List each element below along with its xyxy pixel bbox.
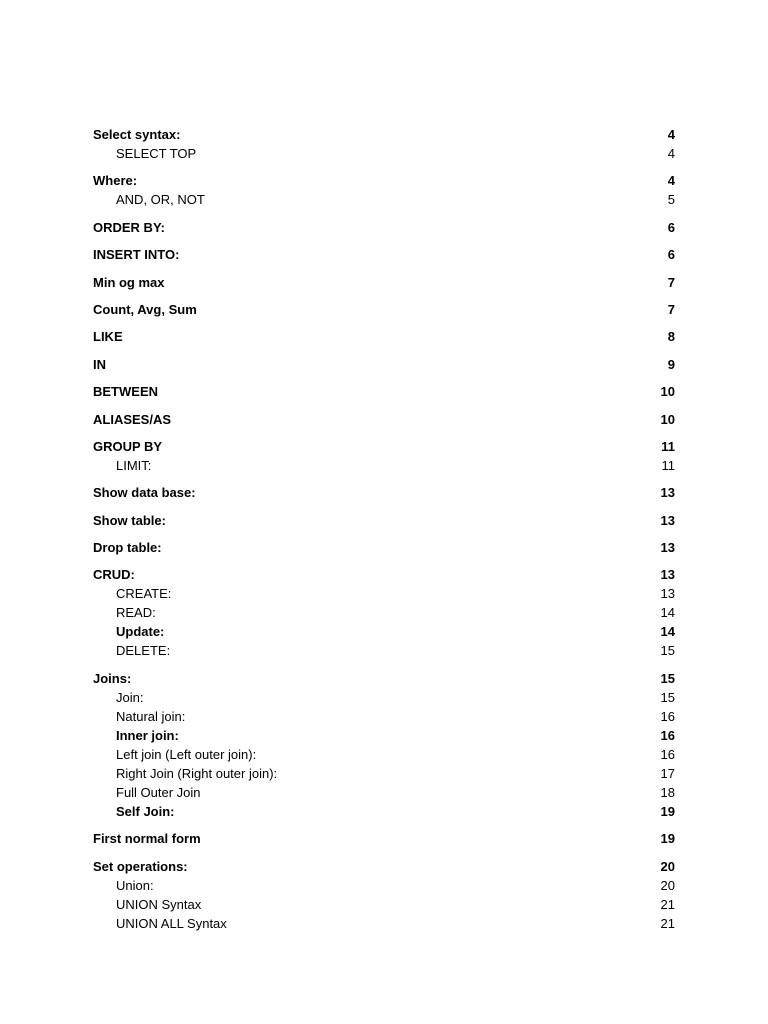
toc-entry-title: INSERT INTO:	[93, 247, 180, 263]
toc-subentry[interactable]	[93, 456, 675, 475]
toc-entry[interactable]	[93, 511, 675, 530]
toc-entry-title: BETWEEN	[93, 384, 158, 400]
toc-entry-page-number: 13	[660, 586, 675, 602]
toc-entry-page-number: 17	[660, 765, 675, 781]
toc-entry-page-number: 7	[667, 301, 675, 317]
toc-entry-title: Select syntax:	[93, 127, 181, 142]
toc-entry[interactable]	[93, 669, 675, 688]
toc-entry[interactable]	[93, 125, 675, 144]
toc-entry-title: LIKE	[93, 329, 123, 345]
toc-entry-page-number: 10	[660, 384, 675, 400]
toc-entry-title: Count, Avg, Sum	[93, 301, 197, 317]
toc-subentry[interactable]	[93, 688, 675, 707]
toc-entry-title: Joins:	[93, 670, 132, 686]
toc-entry-page-number: 4	[667, 127, 675, 142]
toc-entry[interactable]	[93, 829, 675, 848]
toc-entry[interactable]	[93, 565, 675, 584]
toc-subentry[interactable]	[93, 876, 675, 895]
toc-entry-page-number: 13	[660, 540, 675, 556]
toc-entry-page-number: 20	[660, 858, 675, 874]
toc-entry-page-number: 10	[660, 411, 675, 427]
toc-subentry[interactable]	[93, 622, 675, 641]
toc-entry[interactable]	[93, 437, 675, 456]
toc-subentry[interactable]	[93, 764, 675, 783]
toc-entry-title: AND, OR, NOT	[116, 192, 205, 208]
toc-entry-page-number: 13	[660, 512, 675, 528]
toc-entry-page-number: 14	[660, 605, 675, 621]
toc-entry-page-number: 14	[660, 624, 675, 640]
toc-entry-page-number: 6	[667, 247, 675, 263]
toc-entry[interactable]	[93, 218, 675, 237]
toc-subentry[interactable]	[93, 707, 675, 726]
toc-entry[interactable]	[93, 857, 675, 876]
toc-entry-title: Update:	[116, 624, 165, 640]
toc-entry-title: LIMIT:	[116, 457, 152, 473]
toc-entry[interactable]	[93, 410, 675, 429]
toc-entry-title: UNION ALL Syntax	[116, 915, 227, 931]
toc-entry-title: First normal form	[93, 831, 201, 847]
toc-entry-page-number: 15	[660, 689, 675, 705]
toc-entry-page-number: 20	[660, 877, 675, 893]
toc-entry-page-number: 15	[660, 643, 675, 659]
toc-entry-title: Show table:	[93, 512, 166, 528]
toc-subentry[interactable]	[93, 914, 675, 933]
toc-entry-page-number: 16	[660, 746, 675, 762]
toc-entry-title: Natural join:	[116, 708, 186, 724]
toc-entry-title: Where:	[93, 173, 138, 189]
toc-entry-title: CREATE:	[116, 586, 172, 602]
toc-entry[interactable]	[93, 327, 675, 346]
toc-entry-title: Inner join:	[116, 727, 179, 743]
toc-entry-title: ALIASES/AS	[93, 411, 172, 427]
toc-entry-title: Show data base:	[93, 485, 196, 501]
toc-entry[interactable]	[93, 355, 675, 374]
toc-subentry[interactable]	[93, 641, 675, 660]
toc-entry-page-number: 13	[660, 567, 675, 583]
toc-entry-page-number: 4	[667, 146, 675, 161]
toc-entry-title: SELECT TOP	[116, 146, 197, 161]
toc-entry-title: Left join (Left outer join):	[116, 746, 257, 762]
toc-entry-page-number: 7	[667, 274, 675, 290]
toc-subentry[interactable]	[93, 144, 675, 163]
toc-entry-page-number: 19	[660, 831, 675, 847]
toc-entry[interactable]	[93, 483, 675, 502]
toc-entry-title: READ:	[116, 605, 156, 621]
toc-entry-page-number: 15	[660, 670, 675, 686]
toc-entry[interactable]	[93, 171, 675, 190]
toc-entry-title: UNION Syntax	[116, 896, 202, 912]
toc-entry-title: Drop table:	[93, 540, 162, 556]
toc-entry-page-number: 8	[667, 329, 675, 345]
toc-entry-title: Self Join:	[116, 803, 175, 819]
toc-entry-title: Right Join (Right outer join):	[116, 765, 278, 781]
toc-entry-title: IN	[93, 356, 106, 372]
toc-entry-page-number: 21	[660, 915, 675, 931]
toc-entry-page-number: 18	[660, 784, 675, 800]
toc-entry[interactable]	[93, 300, 675, 319]
table-of-contents	[93, 125, 675, 933]
toc-subentry[interactable]	[93, 603, 675, 622]
toc-entry-page-number: 6	[667, 219, 675, 235]
toc-entry-page-number: 19	[660, 803, 675, 819]
toc-subentry[interactable]	[93, 584, 675, 603]
toc-entry-page-number: 9	[667, 356, 675, 372]
toc-entry-page-number: 16	[660, 727, 675, 743]
toc-entry-page-number: 11	[661, 457, 675, 473]
toc-entry[interactable]	[93, 538, 675, 557]
toc-entry-page-number: 11	[661, 438, 675, 454]
toc-entry[interactable]	[93, 273, 675, 292]
toc-entry[interactable]	[93, 245, 675, 264]
toc-subentry[interactable]	[93, 783, 675, 802]
toc-subentry[interactable]	[93, 802, 675, 821]
toc-entry-title: ORDER BY:	[93, 219, 165, 235]
toc-entry-title: Set operations:	[93, 858, 188, 874]
toc-entry-title: Full Outer Join	[116, 784, 201, 800]
toc-entry-page-number: 16	[660, 708, 675, 724]
toc-subentry[interactable]	[93, 745, 675, 764]
toc-entry-page-number: 5	[667, 192, 675, 208]
toc-entry-title: Min og max	[93, 274, 165, 290]
toc-entry-title: DELETE:	[116, 643, 171, 659]
toc-entry-page-number: 4	[667, 173, 675, 189]
toc-subentry[interactable]	[93, 895, 675, 914]
toc-entry[interactable]	[93, 382, 675, 401]
toc-entry-title: GROUP BY	[93, 438, 163, 454]
toc-entry-title: Union:	[116, 877, 154, 893]
toc-entry-title: CRUD:	[93, 567, 135, 583]
toc-subentry[interactable]	[93, 726, 675, 745]
toc-subentry[interactable]	[93, 190, 675, 209]
toc-entry-page-number: 13	[660, 485, 675, 501]
toc-entry-page-number: 21	[660, 896, 675, 912]
toc-entry-title: Join:	[116, 689, 144, 705]
